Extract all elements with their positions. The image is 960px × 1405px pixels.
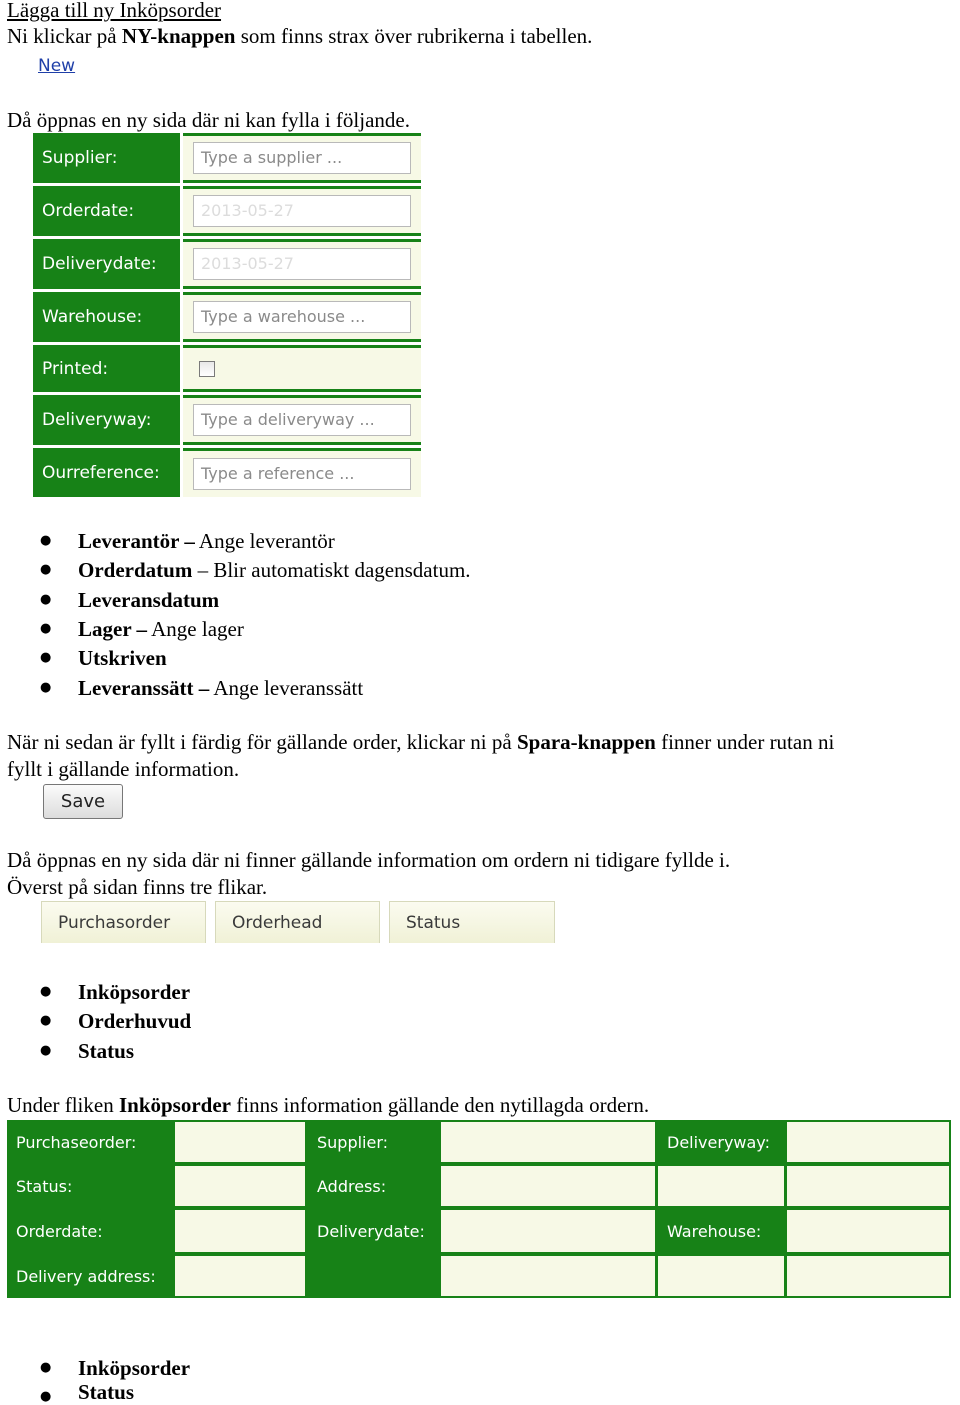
list-item	[78, 1008, 191, 1034]
delivery-address-label: Delivery address:	[16, 1266, 156, 1286]
deliverydate-label: Deliverydate:	[33, 239, 180, 289]
supplier-row	[33, 133, 421, 183]
save-text: När ni sedan är fyllt i färdig för gällande order, klickar ni på	[7, 730, 517, 754]
empty-cell	[787, 1166, 949, 1206]
printed-row	[33, 345, 421, 392]
purchaseorder-label: Purchaseorder:	[16, 1132, 137, 1152]
deliveryway-label: Deliveryway:	[667, 1132, 770, 1152]
orderdate-row	[33, 186, 421, 236]
deliveryway-value	[787, 1122, 949, 1162]
new-order-form	[33, 133, 421, 497]
supplier-cell	[183, 133, 421, 183]
bullet-icon: ●	[40, 984, 52, 999]
orderdate-cell	[183, 186, 421, 236]
list-item	[78, 528, 335, 554]
intro-bold: NY-knappen	[121, 24, 236, 48]
empty-cell	[658, 1256, 784, 1296]
printed-cell	[183, 345, 421, 392]
bullet-icon: ●	[40, 1389, 52, 1404]
tab-status[interactable]: Status	[389, 901, 555, 943]
bullet-icon: ●	[40, 650, 52, 665]
list-item-bold: Leveransdatum	[78, 588, 220, 612]
bullet-icon: ●	[40, 621, 52, 636]
address-value	[441, 1166, 655, 1206]
list-item-bold: Inköpsorder	[78, 1356, 191, 1380]
ourreference-row	[33, 448, 421, 497]
save-paragraph-line2: fyllt i gällande information.	[7, 757, 240, 781]
list-item-bold: Orderdatum	[78, 558, 193, 582]
warehouse-row	[33, 292, 421, 342]
tab-orderhead[interactable]: Orderhead	[215, 901, 380, 943]
open-text: Då öppnas en ny sida där ni kan fylla i följande.	[7, 108, 410, 132]
list-item	[78, 1355, 190, 1381]
warehouse-input[interactable]: Type a warehouse ...	[193, 301, 411, 333]
status-label: Status:	[16, 1176, 73, 1196]
deliveryway-row	[33, 395, 421, 445]
list-item	[78, 979, 190, 1005]
save-text-end: finner under rutan ni	[655, 730, 835, 754]
bullet-icon: ●	[40, 562, 52, 577]
deliverydate-input[interactable]: 2013-05-27	[193, 248, 411, 280]
deliveryway-cell	[183, 395, 421, 445]
list-item-bold: Leverantör –	[78, 529, 195, 553]
list-item	[78, 1038, 134, 1064]
bullet-icon: ●	[40, 592, 52, 607]
purchaseorder-info-table	[7, 1120, 951, 1298]
list-item	[78, 675, 363, 701]
deliveryway-input[interactable]: Type a deliveryway ...	[193, 404, 411, 436]
empty-cell	[787, 1256, 949, 1296]
status-value	[175, 1166, 305, 1206]
list-item-text: – Blir automatiskt dagensdatum.	[192, 558, 471, 582]
orderdate-input[interactable]: 2013-05-27	[193, 195, 411, 227]
list-item-text: Ange lager	[147, 617, 244, 641]
save-paragraph-line1	[7, 729, 834, 755]
tab-purchasorder[interactable]: Purchasorder	[41, 901, 206, 943]
orderdate-label: Orderdate:	[33, 186, 180, 236]
empty-cell	[308, 1254, 438, 1298]
list-item	[78, 1379, 134, 1405]
after-save-line1: Då öppnas en ny sida där ni finner gällande information om ordern ni tidigare fyllde i.	[7, 848, 731, 872]
bullet-icon: ●	[40, 1013, 52, 1028]
warehouse-label: Warehouse:	[33, 292, 180, 342]
intro-text: Ni klickar på	[7, 24, 122, 48]
section-heading: Lägga till ny Inköpsorder	[7, 0, 222, 22]
printed-checkbox[interactable]	[199, 361, 215, 377]
supplier-label: Supplier:	[317, 1132, 389, 1152]
warehouse-cell	[183, 292, 421, 342]
bullet-icon: ●	[40, 533, 52, 548]
list-item-bold: Status	[78, 1039, 135, 1063]
save-button[interactable]: Save	[43, 784, 123, 819]
orderdate-label: Orderdate:	[16, 1221, 103, 1241]
list-item	[78, 645, 167, 671]
supplier-input[interactable]: Type a supplier ...	[193, 142, 411, 174]
save-bold: Spara-knappen	[516, 730, 656, 754]
list-item-text: Ange leveranssätt	[209, 676, 364, 700]
intro-text-end: som finns strax över rubrikerna i tabellen.	[235, 24, 593, 48]
list-item-bold: Lager –	[78, 617, 148, 641]
empty-cell	[441, 1256, 655, 1296]
orderdate-value	[175, 1210, 305, 1252]
ourreference-input[interactable]: Type a reference ...	[193, 458, 411, 490]
bullet-icon: ●	[40, 1043, 52, 1058]
under-tab-post: finns information gällande den nytillagda ordern.	[231, 1093, 650, 1117]
new-link[interactable]: New	[38, 56, 76, 76]
deliverydate-value	[441, 1210, 655, 1252]
intro-paragraph	[7, 23, 592, 49]
under-tab-pre: Under fliken	[7, 1093, 119, 1117]
list-item-bold: Utskriven	[78, 646, 167, 670]
purchaseorder-value	[175, 1122, 305, 1162]
list-item	[78, 557, 471, 583]
list-item-bold: Orderhuvud	[78, 1009, 192, 1033]
deliverydate-label: Deliverydate:	[317, 1221, 425, 1241]
under-tab-bold: Inköpsorder	[118, 1093, 231, 1117]
after-save-line2: Överst på sidan finns tre flikar.	[7, 875, 268, 899]
supplier-label: Supplier:	[33, 133, 180, 183]
list-item-bold: Status	[78, 1380, 135, 1404]
warehouse-label: Warehouse:	[667, 1221, 762, 1241]
empty-cell	[658, 1166, 784, 1206]
list-item-bold: Inköpsorder	[78, 980, 191, 1004]
list-item-text: Ange leverantör	[194, 529, 335, 553]
delivery-address-value	[175, 1256, 305, 1296]
supplier-value	[441, 1122, 655, 1162]
address-label: Address:	[317, 1176, 387, 1196]
bullet-icon: ●	[40, 1360, 52, 1375]
ourreference-cell	[183, 448, 421, 497]
deliverydate-cell	[183, 239, 421, 289]
list-item-bold: Leveranssätt –	[78, 676, 210, 700]
deliverydate-row	[33, 239, 421, 289]
warehouse-value	[787, 1210, 949, 1252]
deliveryway-label: Deliveryway:	[33, 395, 180, 445]
ourreference-label: Ourreference:	[33, 448, 180, 497]
list-item	[78, 587, 219, 613]
list-item	[78, 616, 244, 642]
bullet-icon: ●	[40, 680, 52, 695]
printed-label: Printed:	[33, 345, 180, 392]
under-tab-text	[7, 1092, 649, 1118]
